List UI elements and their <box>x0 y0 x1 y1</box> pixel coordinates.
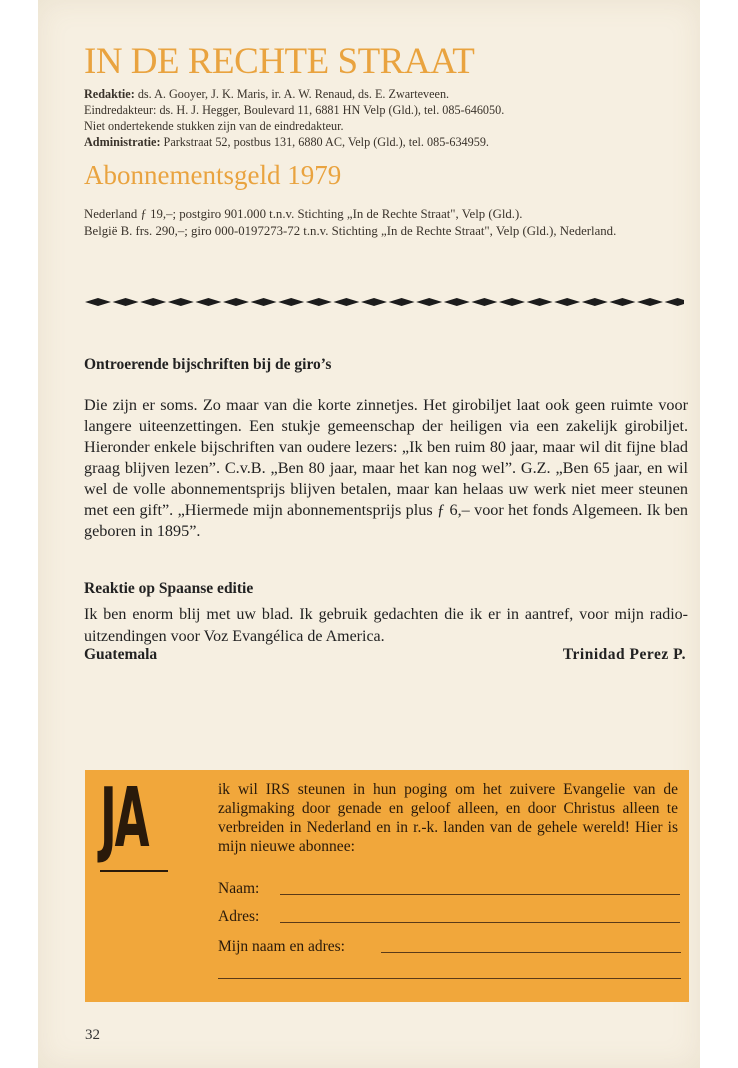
subscription-nederland: Nederland ƒ 19,–; postgiro 901.000 t.n.v. Stichting „In de Rechte Straat", Velp (Gld.). <box>84 207 523 221</box>
page-number: 32 <box>85 1027 100 1043</box>
divider-diamond <box>168 298 194 306</box>
redaktie-label: Redaktie: <box>84 87 135 101</box>
divider-diamond <box>389 298 415 306</box>
divider-diamond <box>113 298 139 306</box>
reaktie-signer: Trinidad Perez P. <box>562 646 686 663</box>
reaktie-body: Ik ben enorm blij met uw blad. Ik gebruik gedachten die ik er in aantref, voor mijn radio-uitzendingen voor Voz Evangélica de America. <box>84 606 688 645</box>
pledge-text: ik wil IRS steunen in hun poging om het zuivere Evangelie van de zaligmaking door genade en geloof alleen, en door Christus alleen te verbreiden in Nederland en in r.-k. landen van de gehele wereld! Hier is mijn nieuwe abonnee: <box>218 781 678 855</box>
naam-label: Naam: <box>218 880 260 897</box>
divider-diamond <box>306 298 332 306</box>
magazine-page <box>38 0 700 1068</box>
masthead-title: IN DE RECHTE STRAAT <box>84 41 475 82</box>
divider-diamond <box>416 298 442 306</box>
divider-diamond <box>361 298 387 306</box>
eindredakteur-line: Eindredakteur: ds. H. J. Hegger, Boulevard 11, 6881 HN Velp (Gld.), tel. 085-646050. <box>84 103 505 117</box>
administratie-address: Parkstraat 52, postbus 131, 6880 AC, Velp (Gld.), tel. 085-634959. <box>160 135 489 149</box>
reaktie-title: Reaktie op Spaanse editie <box>84 580 254 597</box>
divider-diamond <box>471 298 497 306</box>
adres-label: Adres: <box>218 908 260 925</box>
administratie-label: Administratie: <box>84 135 161 149</box>
divider-diamond <box>140 298 166 306</box>
subscription-info <box>84 207 624 240</box>
divider-diamond <box>333 298 359 306</box>
divider-diamond <box>223 298 249 306</box>
mijn-naam-label: Mijn naam en adres: <box>218 938 345 955</box>
extra-address-field[interactable] <box>218 978 681 979</box>
divider-diamond <box>85 298 111 306</box>
ornamental-divider <box>84 294 684 310</box>
administratie-line <box>84 134 674 150</box>
disclaimer-line: Niet ondertekende stukken zijn van de eindredakteur. <box>84 119 344 133</box>
adres-field[interactable] <box>280 922 680 923</box>
subscription-belgie: België B. frs. 290,–; giro 000-0197273-72 t.n.v. Stichting „In de Rechte Straat", Velp (Gld.), Nederland. <box>84 223 617 238</box>
divider-diamond <box>609 298 635 306</box>
ja-logo: JA <box>100 771 148 866</box>
redaktie-names: ds. A. Gooyer, J. K. Maris, ir. A. W. Renaud, ds. E. Zwarteveen. <box>134 87 450 101</box>
colophon <box>84 86 674 150</box>
mijn-naam-field[interactable] <box>381 952 681 953</box>
divider-diamond <box>637 298 663 306</box>
subscription-form-panel <box>85 770 689 1002</box>
divider-diamond <box>278 298 304 306</box>
divider-diamond <box>527 298 553 306</box>
article-title: Ontroerende bijschriften bij de giro’s <box>84 356 332 373</box>
naam-field[interactable] <box>280 894 680 895</box>
divider-diamond <box>582 298 608 306</box>
divider-diamond <box>251 298 277 306</box>
article-body: Die zijn er soms. Zo maar van die korte zinnetjes. Het girobiljet laat ook geen ruimte voor langere uiteenzettingen. Een stukje gemeenschap der heiligen via een zakelijk girobiljet. Hieronder enkele bijschriften van oudere lezers: „Ik ben ruim 80 jaar, maar wil dit fijne blad graag blijven lezen”. C.v.B. „Ben 80 jaar, maar het kan nog wel”. G.Z. „Ben 65 jaar, en wil wel de volle abonnementsprijs blijven betalen, maar kan helaas uw werk niet meer steunen met een gift”. „Hiermede mijn abonnementsprijs plus ƒ 6,– voor het fonds Algemeen. Ik ben geboren in 1895”. <box>84 396 688 540</box>
divider-diamond <box>665 298 684 306</box>
divider-diamond <box>554 298 580 306</box>
divider-diamond <box>499 298 525 306</box>
reaktie-place: Guatemala <box>84 646 158 663</box>
redaktie-line <box>84 86 674 102</box>
divider-diamond <box>195 298 221 306</box>
ja-underline <box>100 870 168 872</box>
divider-diamond <box>444 298 470 306</box>
subscription-heading: Abonnementsgeld 1979 <box>84 160 342 190</box>
